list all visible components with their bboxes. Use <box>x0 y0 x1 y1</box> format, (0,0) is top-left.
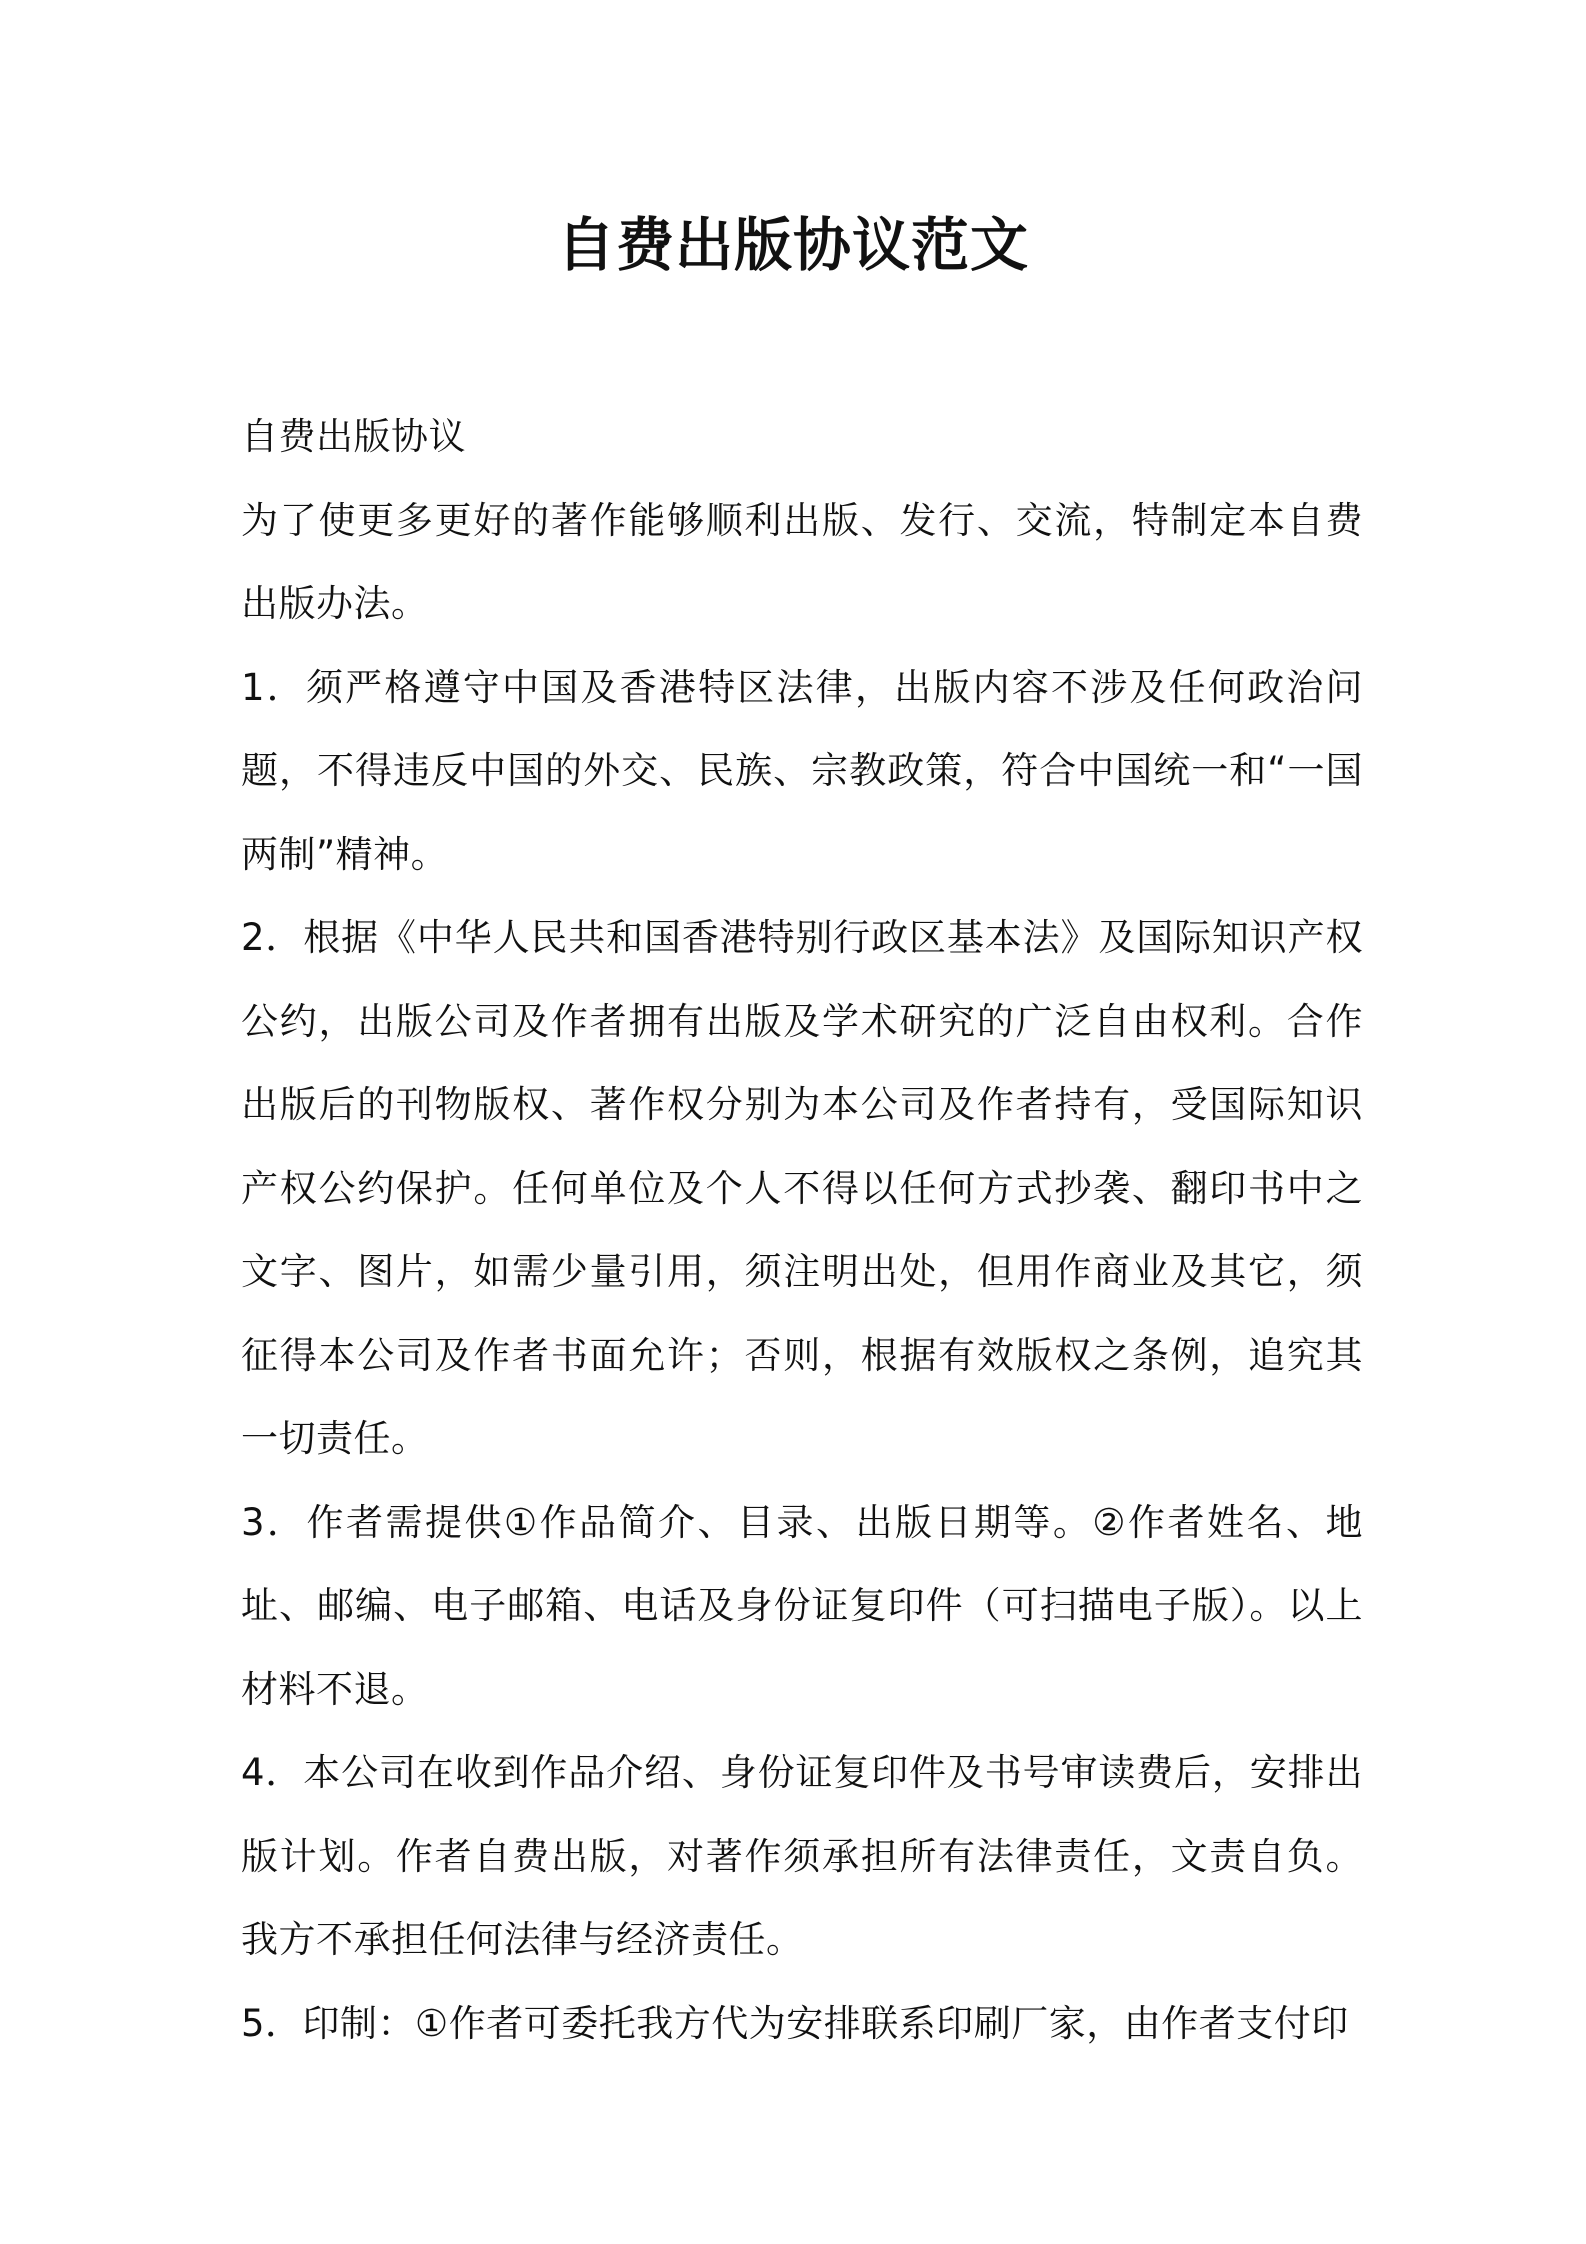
paragraph-clause-3: 3．作者需提供①作品简介、目录、出版日期等。②作者姓名、地址、邮编、电子邮箱、电话及身份证复印件（可扫描电子版）。以上材料不退。 <box>241 1500 1363 1711</box>
paragraph-clause-2: 2．根据《中华人民共和国香港特别行政区基本法》及国际知识产权公约，出版公司及作者拥有出版及学术研究的广泛自由权利。合作出版后的刊物版权、著作权分别为本公司及作者持有，受国际知识产权公约保护。任何单位及个人不得以任何方式抄袭、翻印书中之文字、图片，如需少量引用，须注明出处，但用作商业及其它，须征得本公司及作者书面允许；否则，根据有效版权之条例，追究其一切责任。 <box>241 916 1363 1460</box>
paragraph-clause-1: 1．须严格遵守中国及香港特区法律，出版内容不涉及任何政治问题，不得违反中国的外交、民族、宗教政策，符合中国统一和“一国两制”精神。 <box>241 665 1363 876</box>
paragraph-clause-4: 4．本公司在收到作品介绍、身份证复印件及书号审读费后，安排出版计划。作者自费出版，对著作须承担所有法律责任，文责自负。我方不承担任何法律与经济责任。 <box>241 1751 1363 1961</box>
paragraph-clause-5: 5．印制：①作者可委托我方代为安排联系印刷厂家，由作者支付印 <box>241 2001 1349 2045</box>
document-body <box>241 395 1363 2065</box>
paragraph-intro: 为了使更多更好的著作能够顺利出版、发行、交流，特制定本自费出版办法。 <box>241 498 1363 625</box>
agreement-heading: 自费出版协议 <box>241 415 466 458</box>
document-title: 自费出版协议范文 <box>556 211 1029 279</box>
